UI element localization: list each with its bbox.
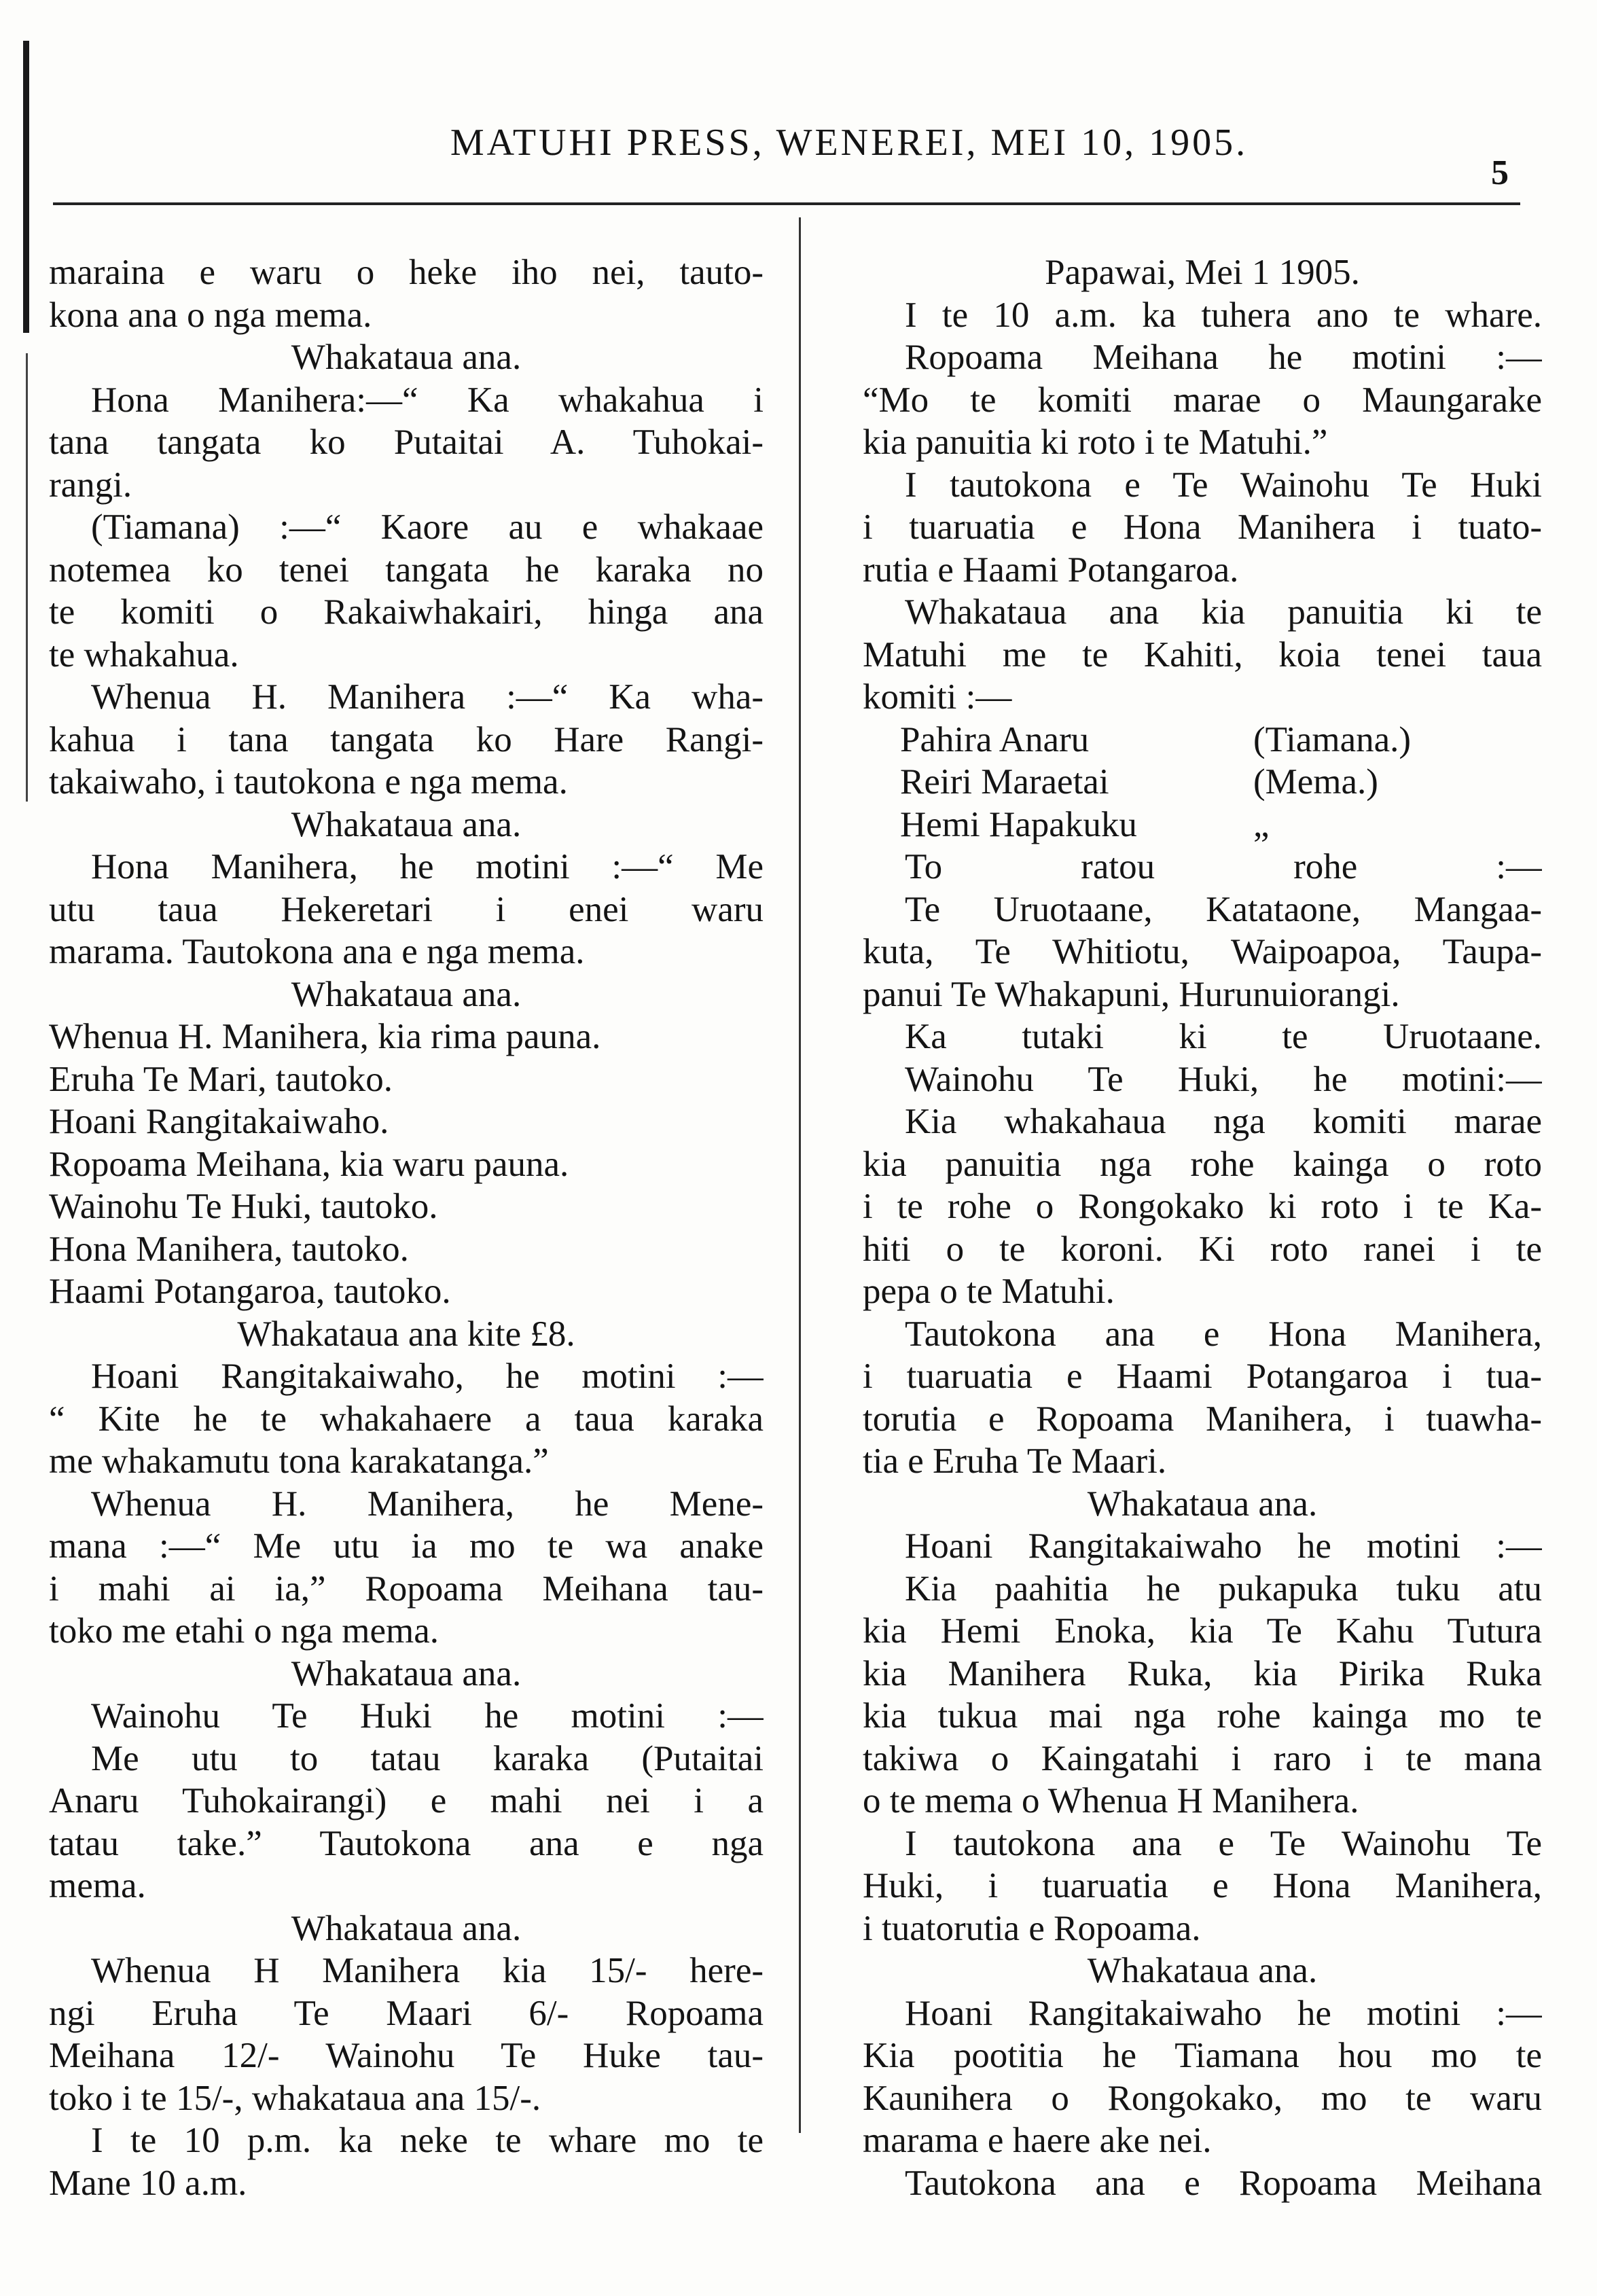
text-line: o te mema o Whenua H Manihera.	[863, 1781, 1359, 1820]
margin-rule-thin	[26, 353, 28, 802]
text-line: maraina e waru o heke iho nei, tauto-	[49, 253, 764, 292]
committee-member	[863, 804, 1542, 846]
member-role: „	[1253, 804, 1270, 844]
left-column	[49, 251, 764, 2204]
text-line: pepa o te Matuhi.	[863, 1272, 1115, 1311]
text-line: Kaunihera o Rongokako, mo te waru	[863, 2078, 1542, 2118]
text-line: kia Hemi Enoka, kia Te Kahu Tutura	[863, 1611, 1542, 1651]
text-line: tia e Eruha Te Maari.	[863, 1441, 1167, 1481]
text-line: To ratou rohe :—	[905, 847, 1542, 886]
text-line: torutia e Ropoama Manihera, i tuawha-	[863, 1399, 1542, 1439]
text-line: marama. Tautokona ana e nga mema.	[49, 932, 585, 971]
text-line: Hoani Rangitakaiwaho.	[49, 1102, 389, 1141]
text-line: i tuaruatia e Haami Potangaroa i tua-	[863, 1357, 1542, 1396]
text-line: i tuaruatia e Hona Manihera i tuato-	[863, 507, 1542, 547]
text-line: notemea ko tenei tangata he karaka no	[49, 550, 764, 590]
text-line: Whakataua ana kite £8.	[237, 1314, 575, 1354]
text-line: mana :—“ Me utu ia mo te wa anake	[49, 1526, 764, 1566]
text-line: Hoani Rangitakaiwaho, he motini :—	[91, 1357, 764, 1396]
text-line: Wainohu Te Huki, he motini:—	[905, 1059, 1542, 1099]
text-line: Haami Potangaroa, tautoko.	[49, 1272, 451, 1311]
text-line: Wainohu Te Huki, tautoko.	[49, 1187, 438, 1226]
text-line: Me utu to tatau karaka (Putaitai	[91, 1738, 764, 1778]
right-column-top	[863, 251, 1542, 719]
text-line: Te Uruotaane, Katataone, Mangaa-	[905, 889, 1542, 929]
text-line: Kia paahitia he pukapuka tuku atu	[905, 1568, 1542, 1609]
text-line: Whakataua ana.	[291, 338, 522, 377]
text-line: Whenua H. Manihera, kia rima pauna.	[49, 1017, 601, 1056]
text-line: mema.	[49, 1866, 146, 1905]
text-line: kahua i tana tangata ko Hare Rangi-	[49, 719, 764, 759]
text-line: kia tukua mai nga rohe kainga mo te	[863, 1696, 1542, 1736]
text-line: Hona Manihera, tautoko.	[49, 1229, 409, 1269]
member-name: Reiri Maraetai	[900, 762, 1109, 802]
text-line: Papawai, Mei 1 1905.	[1045, 253, 1360, 292]
text-line: “ Kite he te whakahaere a taua karaka	[49, 1399, 764, 1439]
text-line: Eruha Te Mari, tautoko.	[49, 1059, 393, 1099]
text-line: (Tiamana) :—“ Kaore au e whakaae	[91, 507, 764, 547]
text-line: i tuatorutia e Ropoama.	[863, 1908, 1201, 1948]
column-divider	[799, 217, 801, 2133]
text-line: Wainohu Te Huki he motini :—	[91, 1696, 764, 1736]
text-line: Whenua H. Manihera :—“ Ka wha-	[91, 677, 764, 717]
text-line: takiwa o Kaingatahi i raro i te mana	[863, 1738, 1542, 1778]
text-line: marama e haere ake nei.	[863, 2121, 1212, 2160]
text-line: Ropoama Meihana he motini :—	[905, 338, 1542, 377]
member-role: (Mema.)	[1253, 762, 1378, 802]
text-line: Matuhi me te Kahiti, koia tenei taua	[863, 634, 1542, 675]
text-line: Whakataua ana.	[1087, 1951, 1318, 1990]
text-line: Whakataua ana.	[291, 1653, 522, 1693]
text-line: Hoani Rangitakaiwaho he motini :—	[905, 1993, 1542, 2033]
text-line: kia panuitia ki roto i te Matuhi.”	[863, 423, 1328, 462]
text-line: panui Te Whakapuni, Hurunuiorangi.	[863, 974, 1400, 1014]
text-line: Meihana 12/- Wainohu Te Huke tau-	[49, 2036, 764, 2075]
text-line: Kia pootitia he Tiamana hou mo te	[863, 2036, 1542, 2075]
text-line: I tautokona ana e Te Wainohu Te	[905, 1823, 1542, 1863]
text-line: Mane 10 a.m.	[49, 2163, 247, 2203]
member-name: Hemi Hapakuku	[900, 804, 1137, 844]
text-line: Whakataua ana.	[1087, 1484, 1318, 1524]
text-line: te komiti o Rakaiwhakairi, hinga ana	[49, 592, 764, 632]
text-line: i te rohe o Rongokako ki roto i te Ka-	[863, 1187, 1542, 1226]
text-line: Hona Manihera, he motini :—“ Me	[91, 847, 764, 886]
text-line: komiti :—	[863, 677, 1012, 717]
text-line: kuta, Te Whitiotu, Waipoapoa, Taupa-	[863, 932, 1542, 971]
text-line: Anaru Tuhokairangi) e mahi nei i a	[49, 1781, 764, 1820]
text-line: I te 10 a.m. ka tuhera ano te whare.	[905, 295, 1542, 335]
text-line: Tautokona ana e Hona Manihera,	[905, 1314, 1542, 1354]
text-line: i mahi ai ia,” Ropoama Meihana tau-	[49, 1568, 764, 1609]
text-line: Whakataua ana.	[291, 804, 522, 844]
committee-member	[863, 761, 1542, 804]
member-role: (Tiamana.)	[1253, 719, 1412, 759]
text-line: Tautokona ana e Ropoama Meihana	[905, 2163, 1542, 2203]
text-line: I te 10 p.m. ka neke te whare mo te	[91, 2121, 764, 2160]
header-rule	[53, 202, 1520, 205]
text-line: I tautokona e Te Wainohu Te Huki	[905, 465, 1542, 505]
text-line: tana tangata ko Putaitai A. Tuhokai-	[49, 423, 764, 462]
text-line: Ropoama Meihana, kia waru pauna.	[49, 1144, 569, 1184]
text-line: tatau take.” Tautokona ana e nga	[49, 1823, 764, 1863]
text-line: Whakataua ana kia panuitia ki te	[905, 592, 1542, 632]
text-line: kia Manihera Ruka, kia Pirika Ruka	[863, 1653, 1542, 1693]
text-line: kia panuitia nga rohe kainga o roto	[863, 1144, 1542, 1184]
right-column-bottom	[863, 846, 1542, 2204]
text-line: “Mo te komiti marae o Maungarake	[863, 380, 1542, 420]
text-line: rangi.	[49, 465, 132, 505]
text-line: Ka tutaki ki te Uruotaane.	[905, 1017, 1542, 1056]
text-line: utu taua Hekeretari i enei waru	[49, 889, 764, 929]
text-line: takaiwaho, i tautokona e nga mema.	[49, 762, 568, 802]
text-line: rutia e Haami Potangaroa.	[863, 550, 1239, 590]
text-line: Hoani Rangitakaiwaho he motini :—	[905, 1526, 1542, 1566]
text-line: Whenua H Manihera kia 15/- here-	[91, 1951, 764, 1990]
text-line: hiti o te koroni. Ki roto ranei i te	[863, 1229, 1542, 1269]
text-line: me whakamutu tona karakatanga.”	[49, 1441, 549, 1481]
text-line: Whenua H. Manihera, he Mene-	[91, 1484, 764, 1524]
text-line: toko i te 15/-, whakataua ana 15/-.	[49, 2078, 541, 2118]
committee-list	[863, 719, 1542, 846]
text-line: ngi Eruha Te Maari 6/- Ropoama	[49, 1993, 764, 2033]
text-line: Whakataua ana.	[291, 1908, 522, 1948]
text-line: kona ana o nga mema.	[49, 295, 372, 335]
text-line: Whakataua ana.	[291, 974, 522, 1014]
page-header-title: MATUHI PRESS, WENEREI, MEI 10, 1905.	[450, 122, 1249, 164]
committee-member	[863, 719, 1542, 761]
page-number: 5	[1491, 154, 1509, 192]
text-line: Huki, i tuaruatia e Hona Manihera,	[863, 1866, 1542, 1905]
right-column	[863, 251, 1542, 2204]
text-line: te whakahua.	[49, 634, 239, 675]
text-line: Hona Manihera:—“ Ka whakahua i	[91, 380, 764, 420]
text-line: Kia whakahaua nga komiti marae	[905, 1102, 1542, 1141]
text-line: toko me etahi o nga mema.	[49, 1611, 439, 1651]
margin-rule	[23, 41, 29, 333]
member-name: Pahira Anaru	[900, 719, 1090, 759]
